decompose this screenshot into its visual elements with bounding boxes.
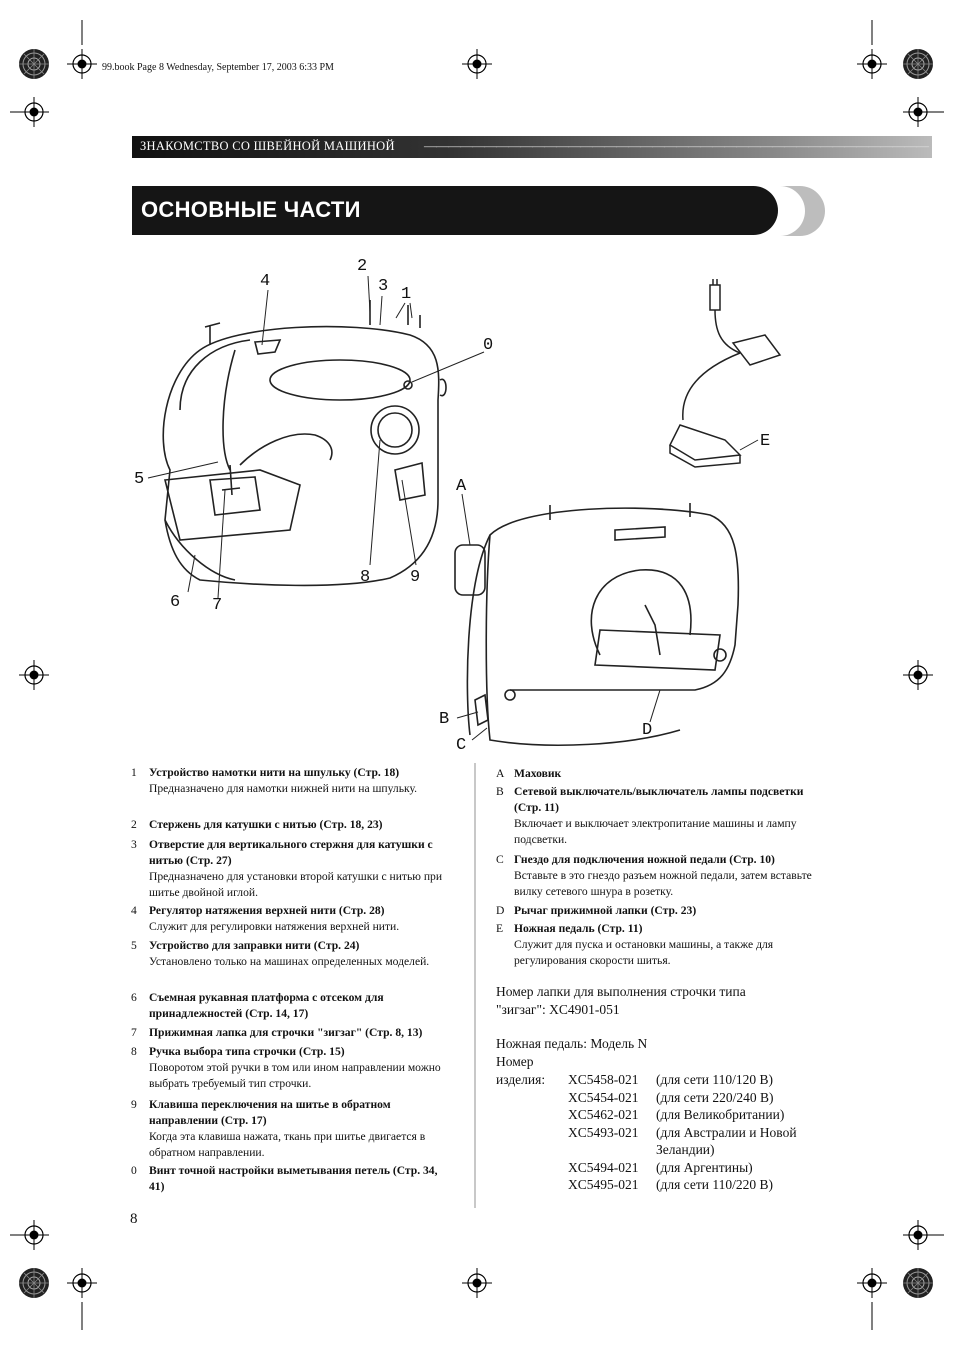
item-desc: Служит для регулировки натяжения верхней нити. — [149, 920, 400, 933]
callout-2: 2 — [357, 257, 368, 276]
item-desc: Служит для пуска и остановки машины, а также для регулирования скорости шитья. — [514, 938, 774, 967]
item-number: A — [496, 767, 505, 780]
item-number: 8 — [131, 1045, 137, 1058]
item-desc: Когда эта клавиша нажата, ткань при шитье двигается в обратном направлении. — [149, 1130, 426, 1159]
item-number: 9 — [131, 1098, 137, 1111]
item-title: Стержень для катушки с нитью (Стр. 18, 23) — [149, 818, 383, 831]
item-title: Рычаг прижимной лапки (Стр. 23) — [514, 904, 697, 917]
code-row — [568, 1159, 753, 1177]
item-number: 0 — [131, 1164, 137, 1177]
item-title: Устройство намотки нити на шпульку (Стр. 18) — [149, 766, 400, 779]
item-desc: Поворотом этой ручки в том или ином направлении можно выбрать требуемый тип строчки. — [149, 1061, 441, 1090]
item-desc: Включает и выключает электропитание машины и лампу подсветки. — [514, 817, 797, 846]
code: XC5494-021 — [568, 1159, 639, 1175]
callout-b: B — [439, 710, 450, 729]
foot-pedal-codes — [568, 1071, 828, 1196]
item-title: Маховик — [514, 767, 562, 780]
parts-list-right — [496, 766, 821, 976]
section-header: ЗНАКОМСТВО СО ШВЕЙНОЙ МАШИНОЙ — [140, 139, 395, 153]
item-number: B — [496, 785, 504, 798]
section-header-dashes: —————————————————————————————————————————— — [424, 138, 928, 153]
item-title: Прижимная лапка для строчки "зигзаг" (Стр. 8, 13) — [149, 1026, 423, 1039]
page-number: 8 — [130, 1211, 138, 1227]
code: XC5458-021 — [568, 1072, 639, 1087]
item-title: Съемная рукавная платформа с отсеком для принадлежностей (Стр. 14, 17) — [149, 991, 384, 1020]
callout-5: 5 — [134, 470, 145, 489]
code-desc: Зеландии) — [656, 1142, 715, 1157]
item-title: Сетевой выключатель/выключатель лампы подсветки (Стр. 11) — [514, 785, 804, 814]
code-desc: (для сети 110/220 В) — [656, 1177, 773, 1192]
item-title: Устройство для заправки нити (Стр. 24) — [149, 939, 360, 952]
code: XC5462-021 — [568, 1107, 639, 1122]
item-number: D — [496, 904, 505, 917]
item-number: 1 — [131, 766, 137, 779]
number-label-2: изделия: — [496, 1072, 546, 1087]
callout-0: 0 — [483, 336, 494, 355]
callout-4: 4 — [260, 272, 271, 291]
item-title: Ножная педаль (Стр. 11) — [514, 922, 643, 935]
item-title: Клавиша переключения на шитье в обратном направлении (Стр. 17) — [149, 1098, 391, 1127]
item-number: 3 — [131, 838, 137, 851]
item-number: 7 — [131, 1026, 137, 1039]
code-desc: (для Австралии и Новой — [656, 1124, 797, 1140]
item-title: Гнездо для подключения ножной педали (Стр. 10) — [514, 853, 775, 866]
page-title: ОСНОВНЫЕ ЧАСТИ — [141, 197, 361, 222]
item-number: 5 — [131, 939, 137, 952]
item-title: Ручка выбора типа строчки (Стр. 15) — [149, 1045, 345, 1058]
item-number: 2 — [131, 818, 137, 831]
code-row — [568, 1106, 784, 1124]
item-desc: Предназначено для намотки нижней нити на шпульку. — [149, 782, 417, 795]
number-label: Номер — [496, 1054, 534, 1069]
callout-6: 6 — [170, 593, 181, 612]
callout-7: 7 — [212, 596, 223, 615]
parts-list-left — [131, 765, 466, 1205]
item-number: C — [496, 853, 504, 866]
callout-a: A — [456, 477, 467, 496]
item-number: 4 — [131, 904, 137, 917]
code-row — [568, 1176, 773, 1194]
callout-c: C — [456, 736, 467, 755]
item-title: Отверстие для вертикального стержня для катушки с нитью (Стр. 27) — [149, 838, 433, 867]
presser-foot-note: Номер лапки для выполнения строчки типа "зигзаг": XC4901-051 — [496, 984, 746, 1017]
code-desc: (для Великобритании) — [656, 1107, 785, 1122]
column-divider — [474, 763, 476, 1208]
code: XC5454-021 — [568, 1089, 639, 1105]
foot-pedal-model: Ножная педаль: Модель N — [496, 1036, 648, 1051]
item-desc: Установлено только на машинах определенных моделей. — [149, 955, 430, 968]
code-row — [568, 1089, 773, 1107]
code-row — [568, 1124, 797, 1142]
item-desc: Вставьте в это гнездо разъем ножной педали, затем вставьте вилку сетевого шнура в розетку. — [514, 869, 812, 898]
code-row — [568, 1141, 715, 1159]
code-desc: (для сети 110/120 В) — [656, 1072, 773, 1087]
callout-8: 8 — [360, 568, 371, 587]
code: XC5495-021 — [568, 1177, 639, 1192]
book-info: 99.book Page 8 Wednesday, September 17, 2003 6:33 PM — [102, 62, 334, 73]
item-title: Регулятор натяжения верхней нити (Стр. 28) — [149, 904, 385, 917]
callout-1: 1 — [401, 285, 412, 304]
callout-d: D — [642, 721, 653, 740]
item-number: E — [496, 922, 504, 935]
callout-9: 9 — [410, 568, 421, 587]
code: XC5493-021 — [568, 1124, 639, 1140]
code-desc: (для сети 220/240 В) — [656, 1089, 774, 1105]
code-desc: (для Аргентины) — [656, 1159, 753, 1175]
callout-3: 3 — [378, 277, 389, 296]
callout-e: E — [760, 432, 771, 451]
code-row — [568, 1071, 773, 1089]
item-number: 6 — [131, 991, 137, 1004]
item-desc: Предназначено для установки второй катушки с нитью при шитье двойной иглой. — [149, 870, 443, 899]
item-title: Винт точной настройки выметывания петель (Стр. 34, 41) — [149, 1164, 438, 1193]
